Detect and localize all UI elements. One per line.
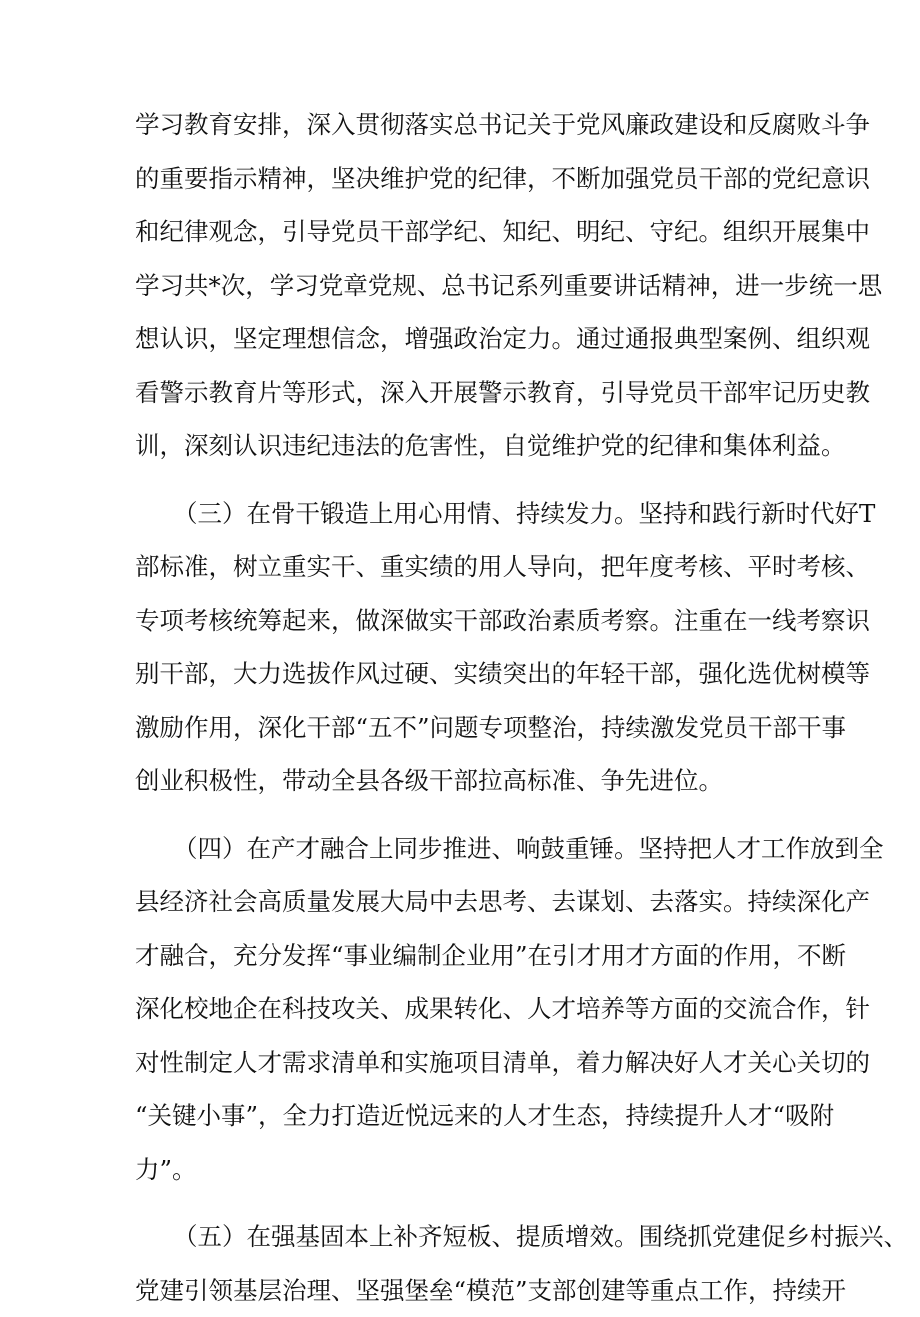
text-line: （四）在产才融合上同步推进、响鼓重锤。坚持把人才工作放到全	[135, 822, 800, 876]
paragraph-3	[135, 822, 800, 1197]
text-line: 对性制定人才需求清单和实施项目清单，着力解决好人才关心关切的	[135, 1036, 800, 1090]
text-line: 别干部，大力选拔作风过硬、实绩突出的年轻干部，强化选优树模等	[135, 647, 800, 701]
paragraph-gap	[135, 808, 800, 822]
paragraph-4	[135, 1210, 800, 1317]
text-line: 才融合，充分发挥“事业编制企业用”在引才用才方面的作用，不断	[135, 929, 800, 983]
text-line: 力”。	[135, 1143, 800, 1197]
paragraph-1	[135, 98, 800, 473]
paragraph-2	[135, 487, 800, 808]
paragraph-gap	[135, 1196, 800, 1210]
text-line: 县经济社会高质量发展大局中去思考、去谋划、去落实。持续深化产	[135, 875, 800, 929]
text-line: 激励作用，深化干部“五不”问题专项整治，持续激发党员干部干事	[135, 701, 800, 755]
text-line: 训，深刻认识违纪违法的危害性，自觉维护党的纪律和集体利益。	[135, 419, 800, 473]
text-line: 创业积极性，带动全县各级干部拉高标准、争先进位。	[135, 754, 800, 808]
text-line: 看警示教育片等形式，深入开展警示教育，引导党员干部牢记历史教	[135, 366, 800, 420]
text-line: 和纪律观念，引导党员干部学纪、知纪、明纪、守纪。组织开展集中	[135, 205, 800, 259]
document-body	[135, 98, 800, 1317]
text-line: 深化校地企在科技攻关、成果转化、人才培养等方面的交流合作，针	[135, 982, 800, 1036]
text-line: 学习共*次，学习党章党规、总书记系列重要讲话精神，进一步统一思	[135, 259, 800, 313]
text-line: 党建引领基层治理、坚强堡垒“模范”支部创建等重点工作，持续开	[135, 1264, 800, 1317]
paragraph-gap	[135, 473, 800, 487]
text-line: 专项考核统筹起来，做深做实干部政治素质考察。注重在一线考察识	[135, 594, 800, 648]
text-line: （三）在骨干锻造上用心用情、持续发力。坚持和践行新时代好T	[135, 487, 800, 541]
text-line: 的重要指示精神，坚决维护党的纪律，不断加强党员干部的党纪意识	[135, 152, 800, 206]
text-line: “关键小事”，全力打造近悦远来的人才生态，持续提升人才“吸附	[135, 1089, 800, 1143]
text-line: （五）在强基固本上补齐短板、提质增效。围绕抓党建促乡村振兴、	[135, 1210, 800, 1264]
text-line: 学习教育安排，深入贯彻落实总书记关于党风廉政建设和反腐败斗争	[135, 98, 800, 152]
text-line: 想认识，坚定理想信念，增强政治定力。通过通报典型案例、组织观	[135, 312, 800, 366]
text-line: 部标准，树立重实干、重实绩的用人导向，把年度考核、平时考核、	[135, 540, 800, 594]
